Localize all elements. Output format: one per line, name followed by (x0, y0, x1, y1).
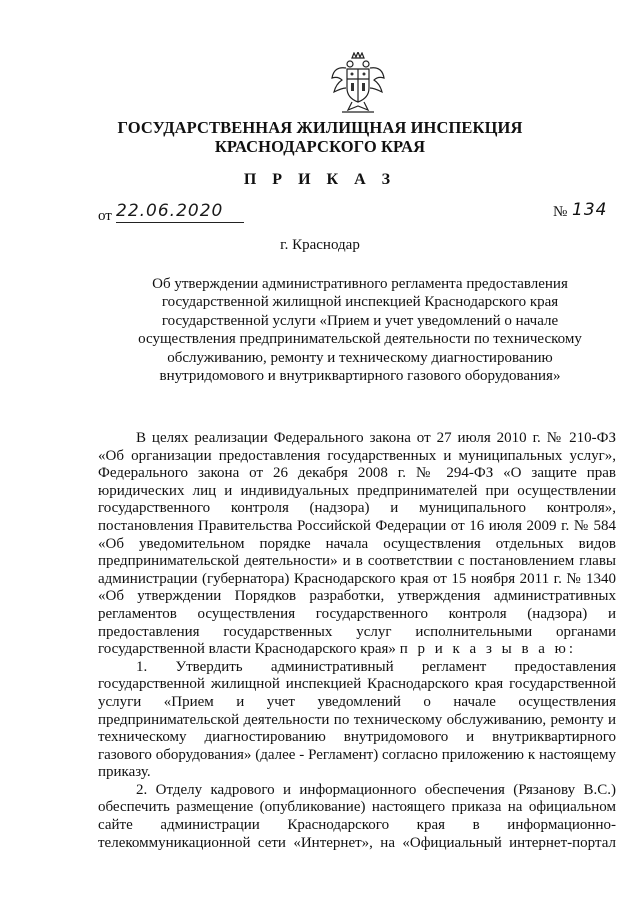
order-date-number-row (98, 200, 618, 228)
number-prefix: № (553, 204, 568, 220)
document-type-title: П Р И К А З (243, 171, 397, 188)
organization-name-line1: ГОСУДАРСТВЕННАЯ ЖИЛИЩНАЯ ИНСПЕКЦИЯ (117, 118, 523, 137)
order-body (98, 430, 616, 852)
issue-city: г. Краснодар (280, 237, 360, 253)
organization-header (60, 118, 580, 156)
order-number: 134 (572, 200, 608, 220)
coat-of-arms-icon (330, 52, 386, 114)
date-prefix: от (98, 208, 112, 224)
organization-name-line2: КРАСНОДАРСКОГО КРАЯ (214, 137, 426, 156)
preamble-text: В целях реализации Федерального закона от 27 июля 2010 г. № 210-ФЗ «Об организации предоставления государственных и муниципальных услуг», Федерального закона от 26 декабря 2008 г. № 294-ФЗ «О защите прав юридических лиц и индивидуальных предпринимателей при осуществлении государственного контроля (надзора) и муниципального контроля», постановления Правительства Российской Федерации от 16 июля 2009 г. № 584 «Об уведомительном порядке начала осуществления отдельных видов предпринимательской деятельности» и в соответствии с постановлением главы администрации (губернатора) Краснодарского края от 15 ноября 2011 г. № 1340 «Об утверждении Порядков разработки, утверждения административных регламентов осуществления государственного контроля (надзора) и предоставления государственных услуг исполнительными органами государственной власти Краснодарского края» (98, 430, 616, 658)
item-2-paragraph: 2. Отделу кадрового и информационного обеспечения (Рязанову В.С.) обеспечить размещение (опубликование) настоящего приказа на официальном сайте администрации Краснодарского края в информационно-телекоммуникационной сети «Интернет», на «Официальный интернет-портал (98, 781, 616, 851)
preamble-paragraph (98, 430, 616, 659)
order-date: 22.06.2020 (116, 201, 244, 223)
orders-word: п р и к а з ы в а ю: (399, 641, 577, 658)
item-1-paragraph: 1. Утвердить административный регламент предоставления государственной жилищной инспекцией Краснодарского края государственной услуги «Прием и учет уведомлений о начале осуществления предпринимательской деятельности по техническому обслуживанию, ремонту и техническому диагностированию внутридомового и внутриквартирного газового оборудования» (далее - Регламент) согласно приложению к настоящему приказу. (98, 658, 616, 781)
order-subject: Об утверждении административного регламента предоставления государственной жилищной инспекцией Краснодарского края государственной услуги «Прием и учет уведомлений о начале осуществления предпринимательской деятельности по техническому обслуживанию, ремонту и техническому диагностированию внутридомового и внутриквартирного газового оборудования» (138, 276, 582, 385)
